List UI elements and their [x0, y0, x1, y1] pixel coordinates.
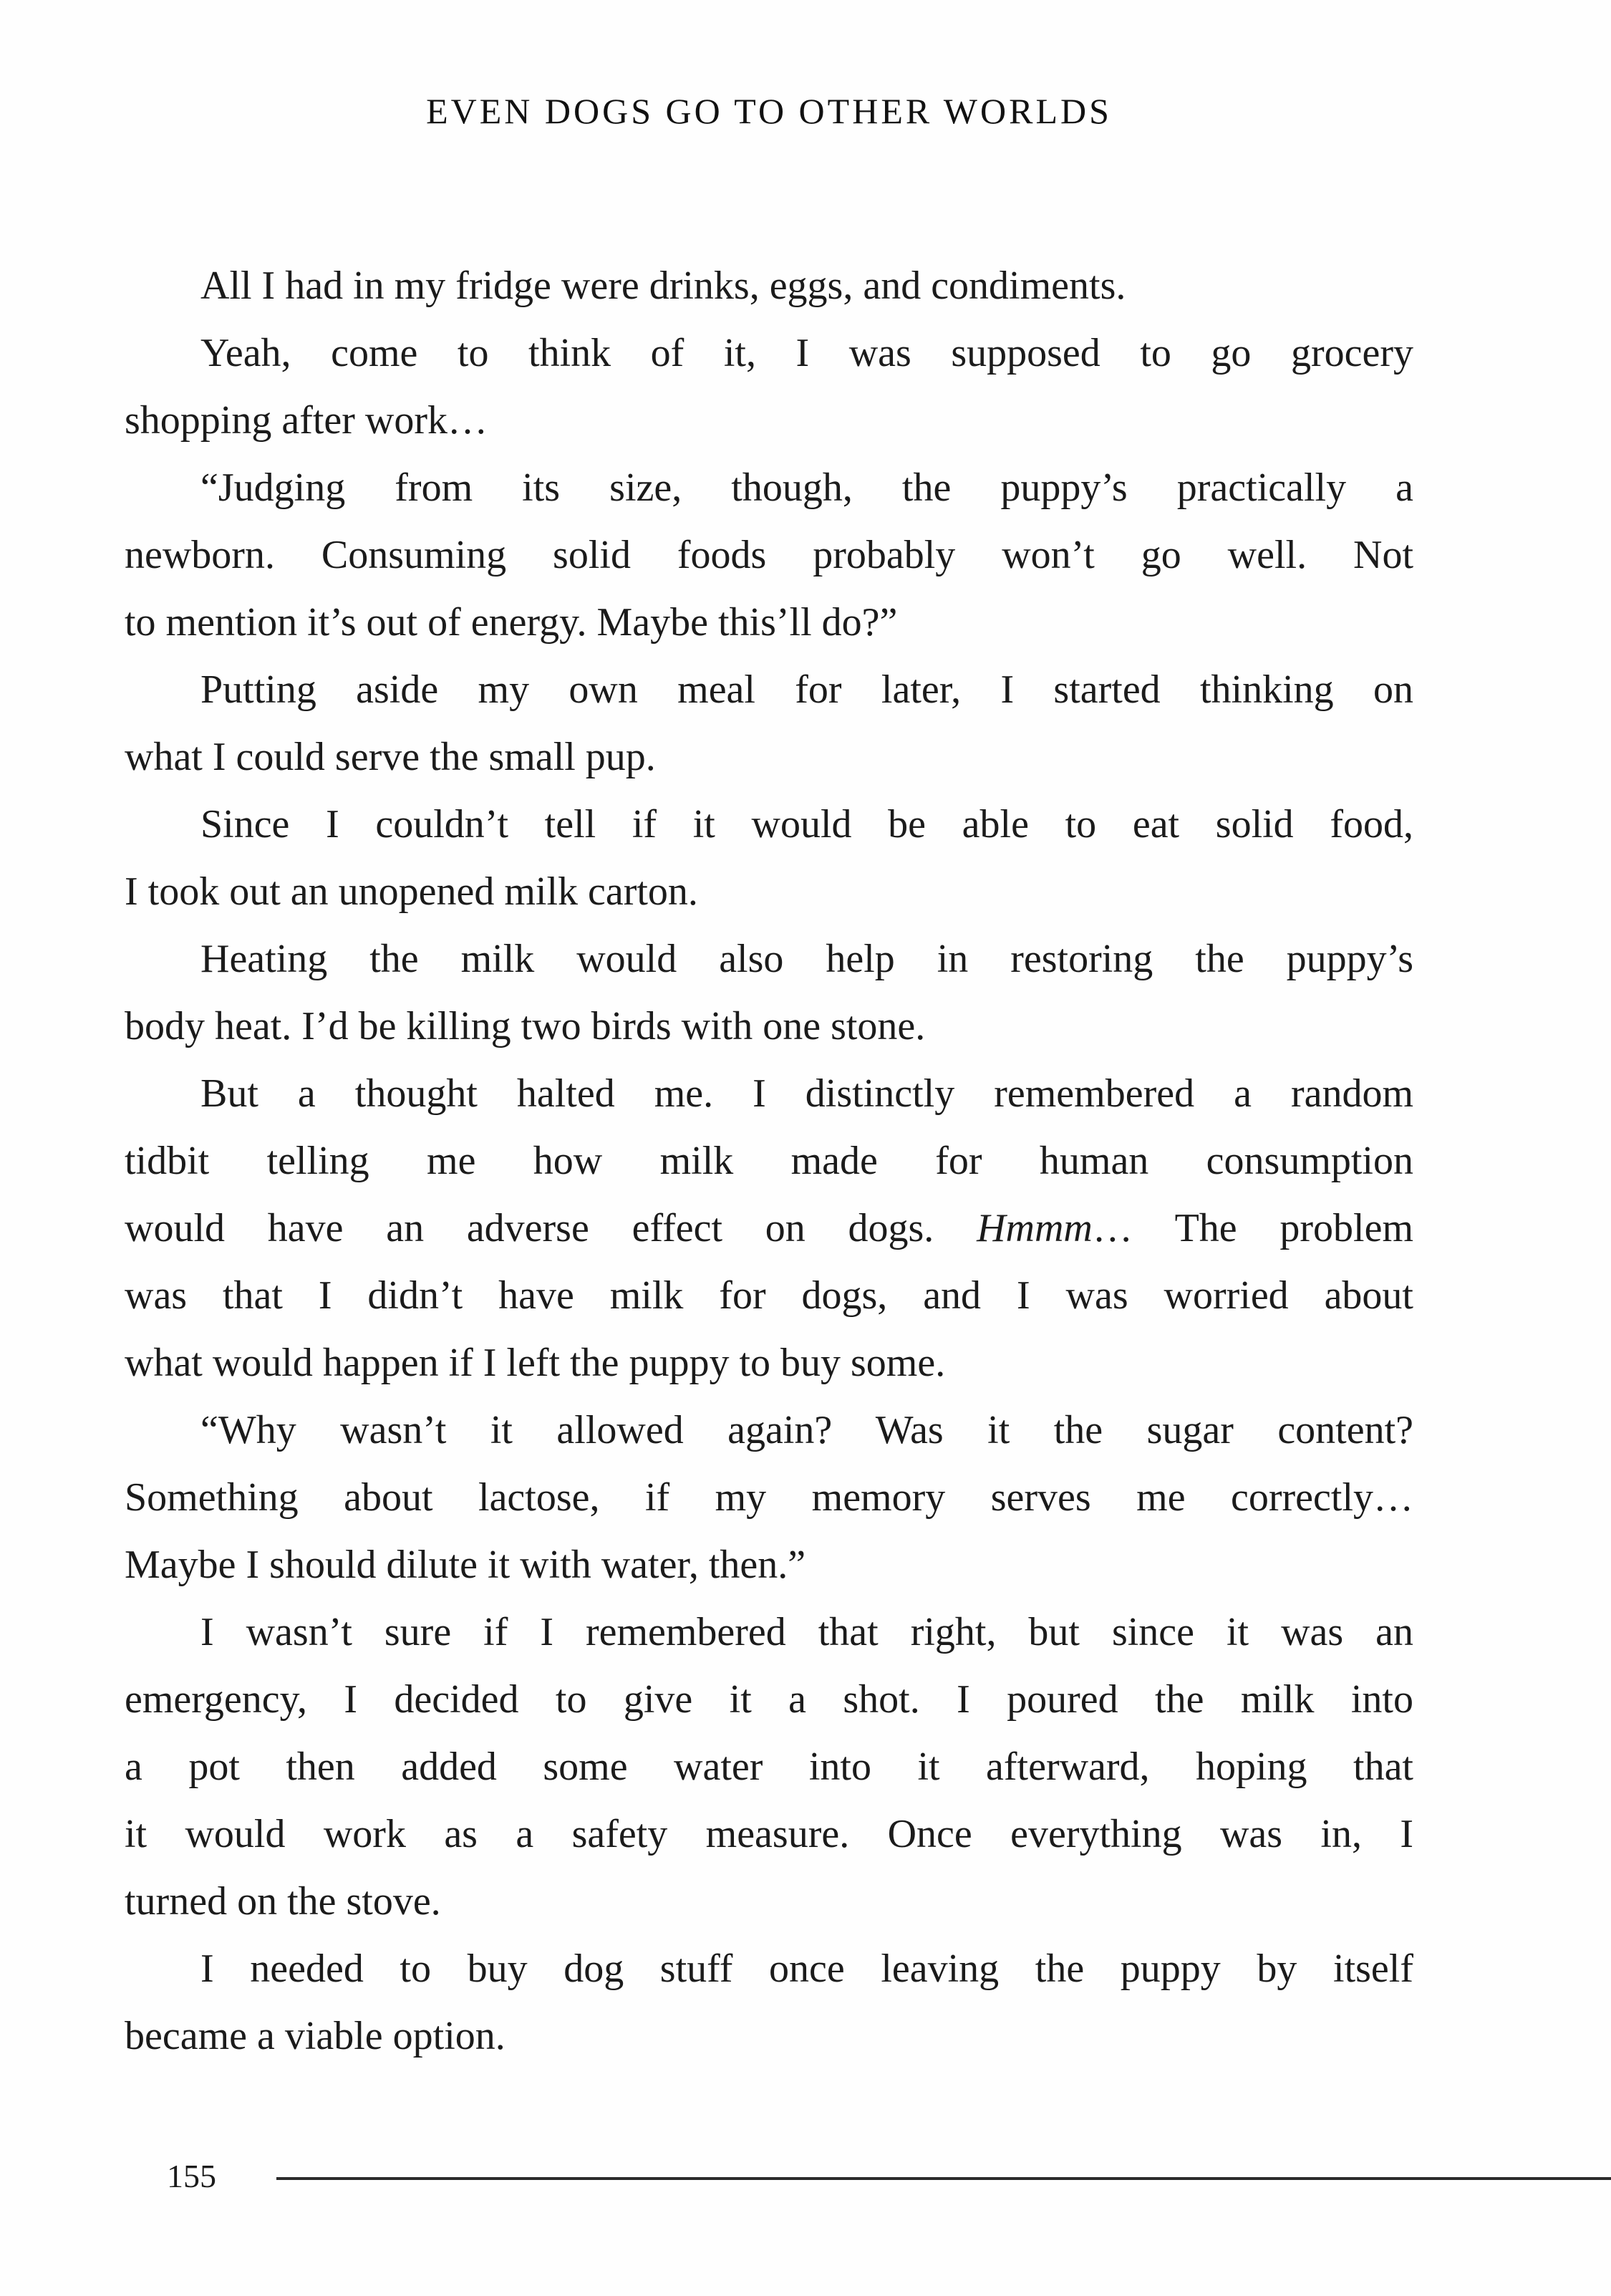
- text-run: shopping after work…: [125, 398, 488, 443]
- text-run: I took out an unopened milk carton.: [125, 869, 698, 914]
- text-run: what I could serve the small pup.: [125, 735, 656, 779]
- paragraph: [125, 319, 1413, 454]
- text-run: All I had in my fridge were drinks, eggs, and condiments.: [200, 264, 1126, 308]
- text-run: Putting aside my own meal for later, I started thinking on: [200, 667, 1413, 712]
- text-line: [125, 387, 1413, 454]
- text-run: body heat. I’d be killing two birds with one stone.: [125, 1004, 926, 1048]
- text-line: [125, 858, 1413, 925]
- text-run: would have an adverse effect on dogs.: [125, 1206, 977, 1250]
- text-run: “Why wasn’t it allowed again? Was it the sugar content?: [200, 1408, 1413, 1452]
- text-line: [125, 2002, 1413, 2070]
- text-run: was that I didn’t have milk for dogs, and I was worried about: [125, 1273, 1413, 1318]
- text-line: [125, 1666, 1413, 1733]
- text-line: [125, 1397, 1413, 1464]
- paragraph: [125, 252, 1413, 319]
- text-run: to mention it’s out of energy. Maybe this’ll do?”: [125, 600, 898, 645]
- text-run: Heating the milk would also help in restoring the puppy’s: [200, 937, 1413, 981]
- text-line: [125, 1127, 1413, 1195]
- paragraph: [125, 1935, 1413, 2070]
- text-line: [125, 723, 1413, 791]
- page-number: 155: [167, 2158, 216, 2194]
- page-content: [125, 0, 1413, 2070]
- running-header-title: EVEN DOGS GO TO OTHER WORLDS: [426, 91, 1112, 131]
- text-line: [125, 319, 1413, 387]
- text-run: emergency, I decided to give it a shot. I poured the milk into: [125, 1677, 1413, 1722]
- paragraph: [125, 1598, 1413, 1935]
- text-run: a pot then added some water into it afterward, hoping that: [125, 1745, 1413, 1789]
- text-run: I wasn’t sure if I remembered that right, but since it was an: [200, 1610, 1413, 1654]
- text-run: tidbit telling me how milk made for human consumption: [125, 1139, 1413, 1183]
- text-line: [125, 1598, 1413, 1666]
- text-line: [125, 1800, 1413, 1868]
- text-run: what would happen if I left the puppy to buy some.: [125, 1341, 946, 1385]
- text-line: [125, 589, 1413, 656]
- text-run: “Judging from its size, though, the puppy’s practically a: [200, 466, 1413, 510]
- text-line: [125, 925, 1413, 993]
- text-run: Something about lactose, if my memory serves me correctly…: [125, 1475, 1413, 1520]
- text-line: [125, 1531, 1413, 1598]
- paragraph: [125, 656, 1413, 791]
- text-line: [125, 1733, 1413, 1800]
- text-run: I needed to buy dog stuff once leaving the puppy by itself: [200, 1947, 1413, 1991]
- text-run: Since I couldn’t tell if it would be able to eat solid food,: [200, 802, 1413, 846]
- text-run: Yeah, come to think of it, I was supposed to go grocery: [200, 331, 1413, 375]
- text-run: became a viable option.: [125, 2014, 505, 2058]
- text-run: turned on the stove.: [125, 1879, 441, 1924]
- text-line: [125, 454, 1413, 521]
- text-block: [125, 252, 1413, 2070]
- text-line: [125, 1868, 1413, 1935]
- text-line: [125, 1262, 1413, 1329]
- paragraph: [125, 925, 1413, 1060]
- text-line: [125, 1060, 1413, 1127]
- paragraph: [125, 1060, 1413, 1397]
- text-line: [125, 993, 1413, 1060]
- text-run: newborn. Consuming solid foods probably won’t go well. Not: [125, 533, 1413, 577]
- paragraph: [125, 791, 1413, 925]
- page-footer: [0, 2150, 1611, 2214]
- paragraph: [125, 454, 1413, 656]
- text-line: [125, 656, 1413, 723]
- text-line: [125, 1329, 1413, 1397]
- text-line: [125, 1195, 1413, 1262]
- text-line: [125, 1464, 1413, 1531]
- text-line: [125, 521, 1413, 589]
- text-line: [125, 1935, 1413, 2002]
- paragraph: [125, 1397, 1413, 1598]
- text-run: … The problem: [1092, 1206, 1413, 1250]
- text-run: But a thought halted me. I distinctly remembered a random: [200, 1071, 1413, 1116]
- text-run: it would work as a safety measure. Once everything was in, I: [125, 1812, 1413, 1856]
- footer-divider: [276, 2177, 1611, 2180]
- text-run: Maybe I should dilute it with water, then.”: [125, 1543, 806, 1587]
- text-line: [125, 791, 1413, 858]
- italic-text-run: Hmmm: [977, 1206, 1093, 1250]
- text-line: [125, 252, 1413, 319]
